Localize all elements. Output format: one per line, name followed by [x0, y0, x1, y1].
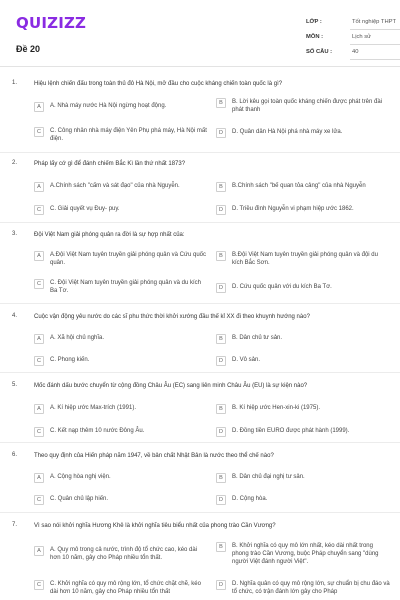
meta-underline [350, 59, 400, 60]
option-letter: D [216, 205, 226, 215]
option-text: B. Dân chủ tư sản. [232, 335, 283, 341]
meta-panel [306, 16, 400, 61]
option-text: B.Chính sách "bế quan tỏa cảng" của nhà Nguyễn [232, 183, 366, 189]
question-text: Hiệu lệnh chiến đấu trong toàn thủ đô Hà Nội, mở đầu cho cuộc kháng chiến toàn quốc là gì? [34, 81, 283, 87]
option-text: D. Vô sản. [232, 357, 261, 363]
option-letter: C [34, 205, 44, 215]
option-letter: B [216, 334, 226, 344]
meta-value: Tốt nghiệp THPT [352, 19, 397, 25]
meta-row-subject [306, 31, 400, 46]
option-letter: C [34, 427, 44, 437]
option-text: C. Phong kiến. [50, 357, 90, 363]
question-3 [12, 231, 388, 303]
question-text: Vì sao nói khởi nghĩa Hương Khê là khởi nghĩa tiêu biểu nhất của phong trào Cần Vương? [34, 523, 276, 529]
question-number: 2. [12, 160, 18, 166]
option-letter: A [34, 473, 44, 483]
question-text: Mốc đánh dấu bước chuyển từ cộng đồng Châu Âu (EC) sang liên minh Châu Âu (EU) là sự kiện nào? [34, 383, 308, 389]
option-text: A. Nhà máy nước Hà Nội ngừng hoạt động. [50, 103, 167, 109]
option-letter: D [216, 495, 226, 505]
option-text: B. Kí hiệp ước Hen-xin-ki (1975). [232, 405, 320, 411]
option-text: A.Đội Việt Nam tuyên truyền giải phóng quân và Cứu quốc quân. [50, 252, 206, 266]
question-divider [0, 303, 400, 304]
question-number: 5. [12, 382, 18, 388]
question-divider [0, 152, 400, 153]
logo-text: QUIZIZZ [16, 14, 87, 32]
meta-underline [350, 44, 400, 45]
question-6 [12, 452, 388, 512]
option-text: D. Đồng tiền EURO được phát hành (1999). [232, 428, 350, 434]
question-divider [0, 442, 400, 443]
option-letter: C [34, 279, 44, 289]
option-text: A. Xã hội chủ nghĩa. [50, 335, 105, 341]
option-letter: D [216, 580, 226, 590]
question-text: Cuộc vận động yêu nước do các sĩ phu thức thời khởi xướng đầu thế kỉ XX đi theo khuynh hướng nào? [34, 314, 310, 320]
option-letter: C [34, 127, 44, 137]
option-letter: B [216, 473, 226, 483]
meta-row-count [306, 46, 400, 61]
option-letter: C [34, 495, 44, 505]
question-text: Pháp lấy cớ gì để đánh chiếm Bắc Kì lần thứ nhất 1873? [34, 161, 186, 167]
option-text: B. Dân chủ đại nghị tư sản. [232, 474, 305, 480]
question-text: Đội Việt Nam giải phóng quân ra đời là sự hợp nhất của: [34, 232, 185, 238]
option-text: C. Quân chủ lập hiến. [50, 496, 109, 502]
question-2 [12, 160, 388, 222]
question-number: 3. [12, 231, 18, 237]
quizizz-logo [16, 14, 86, 32]
option-text: C. Đội Việt Nam tuyên truyền giải phóng quân và du kích Ba Tơ. [50, 280, 201, 294]
option-letter: D [216, 128, 226, 138]
worksheet-header [16, 12, 397, 62]
option-letter: A [34, 182, 44, 192]
question-divider [0, 512, 400, 513]
option-text: D. Nghĩa quân có quy mô rộng lớn, sự chuẩn bị chu đáo và tổ chức, có trận đánh lớn gây cho Pháp [232, 581, 390, 595]
option-letter: A [34, 546, 44, 556]
option-text: D. Triều đình Nguyễn vi phạm hiệp ước 1862. [232, 206, 354, 212]
question-divider [0, 372, 400, 373]
option-letter: B [216, 182, 226, 192]
meta-row-class [306, 16, 400, 31]
option-letter: B [216, 251, 226, 261]
option-text: D. Cộng hòa. [232, 496, 268, 502]
question-number: 1. [12, 80, 18, 86]
option-letter: A [34, 334, 44, 344]
question-divider [0, 222, 400, 223]
option-text: A. Quy mô trong cả nước, trình độ tổ chức cao, kéo dài hơn 10 năm, gây cho Pháp nhiều tổn thất. [50, 547, 198, 561]
option-letter: D [216, 427, 226, 437]
meta-value: Lịch sử [352, 34, 372, 40]
meta-label: LỚP : [306, 19, 322, 25]
meta-underline [350, 29, 400, 30]
meta-label: SỐ CÂU : [306, 49, 333, 55]
question-1 [12, 80, 388, 150]
option-letter: B [216, 98, 226, 108]
option-text: B. Lời kêu gọi toàn quốc kháng chiến được phát trên đài phát thanh [232, 99, 382, 113]
option-text: D. Cứu quốc quân với du kích Ba Tơ. [232, 284, 332, 290]
option-letter: C [34, 580, 44, 590]
option-text: C. Khởi nghĩa có quy mô rộng lớn, tổ chức chặt chẽ, kéo dài hơn 10 năm, gây cho Pháp nhiều tổn thất [50, 581, 201, 595]
header-divider [0, 66, 400, 67]
question-4 [12, 313, 388, 373]
option-letter: A [34, 251, 44, 261]
option-text: D. Quân dân Hà Nội phá nhà máy xe lửa. [232, 129, 343, 135]
question-number: 4. [12, 313, 18, 319]
option-letter: B [216, 404, 226, 414]
option-letter: B [216, 542, 226, 552]
question-7 [12, 522, 388, 600]
page-title: Đề 20 [16, 44, 41, 54]
option-text: B.Đội Việt Nam tuyên truyền giải phóng quân và đội du kích Bắc Sơn. [232, 252, 378, 266]
question-number: 6. [12, 452, 18, 458]
option-text: A. Kí hiệp ước Max-trích (1991). [50, 405, 136, 411]
option-text: A. Cộng hòa nghị viện. [50, 474, 111, 480]
option-text: C. Giải quyết vụ Đuy- puy. [50, 206, 120, 212]
meta-value: 40 [352, 49, 359, 55]
option-letter: C [34, 356, 44, 366]
option-letter: D [216, 356, 226, 366]
meta-label: MÔN : [306, 34, 324, 40]
option-letter: A [34, 102, 44, 112]
question-5 [12, 382, 388, 444]
option-letter: A [34, 404, 44, 414]
option-text: B. Khởi nghĩa có quy mô lớn nhất, kéo dài nhất trong phong trào Cần Vương, buộc Pháp chuyển sang "dùng người Việt đánh người Việt". [232, 543, 379, 565]
option-letter: D [216, 283, 226, 293]
question-text: Theo quy định của Hiến pháp năm 1947, về bản chất Nhật Bản là nước theo thể chế nào? [34, 453, 274, 459]
option-text: A.Chính sách "cấm và sát đạo" của nhà Nguyễn. [50, 183, 180, 189]
question-number: 7. [12, 522, 18, 528]
option-text: C. Kết nạp thêm 10 nước Đông Âu. [50, 428, 145, 434]
option-text: C. Công nhân nhà máy điện Yên Phụ phá máy, Hà Nội mất điện. [50, 128, 207, 142]
